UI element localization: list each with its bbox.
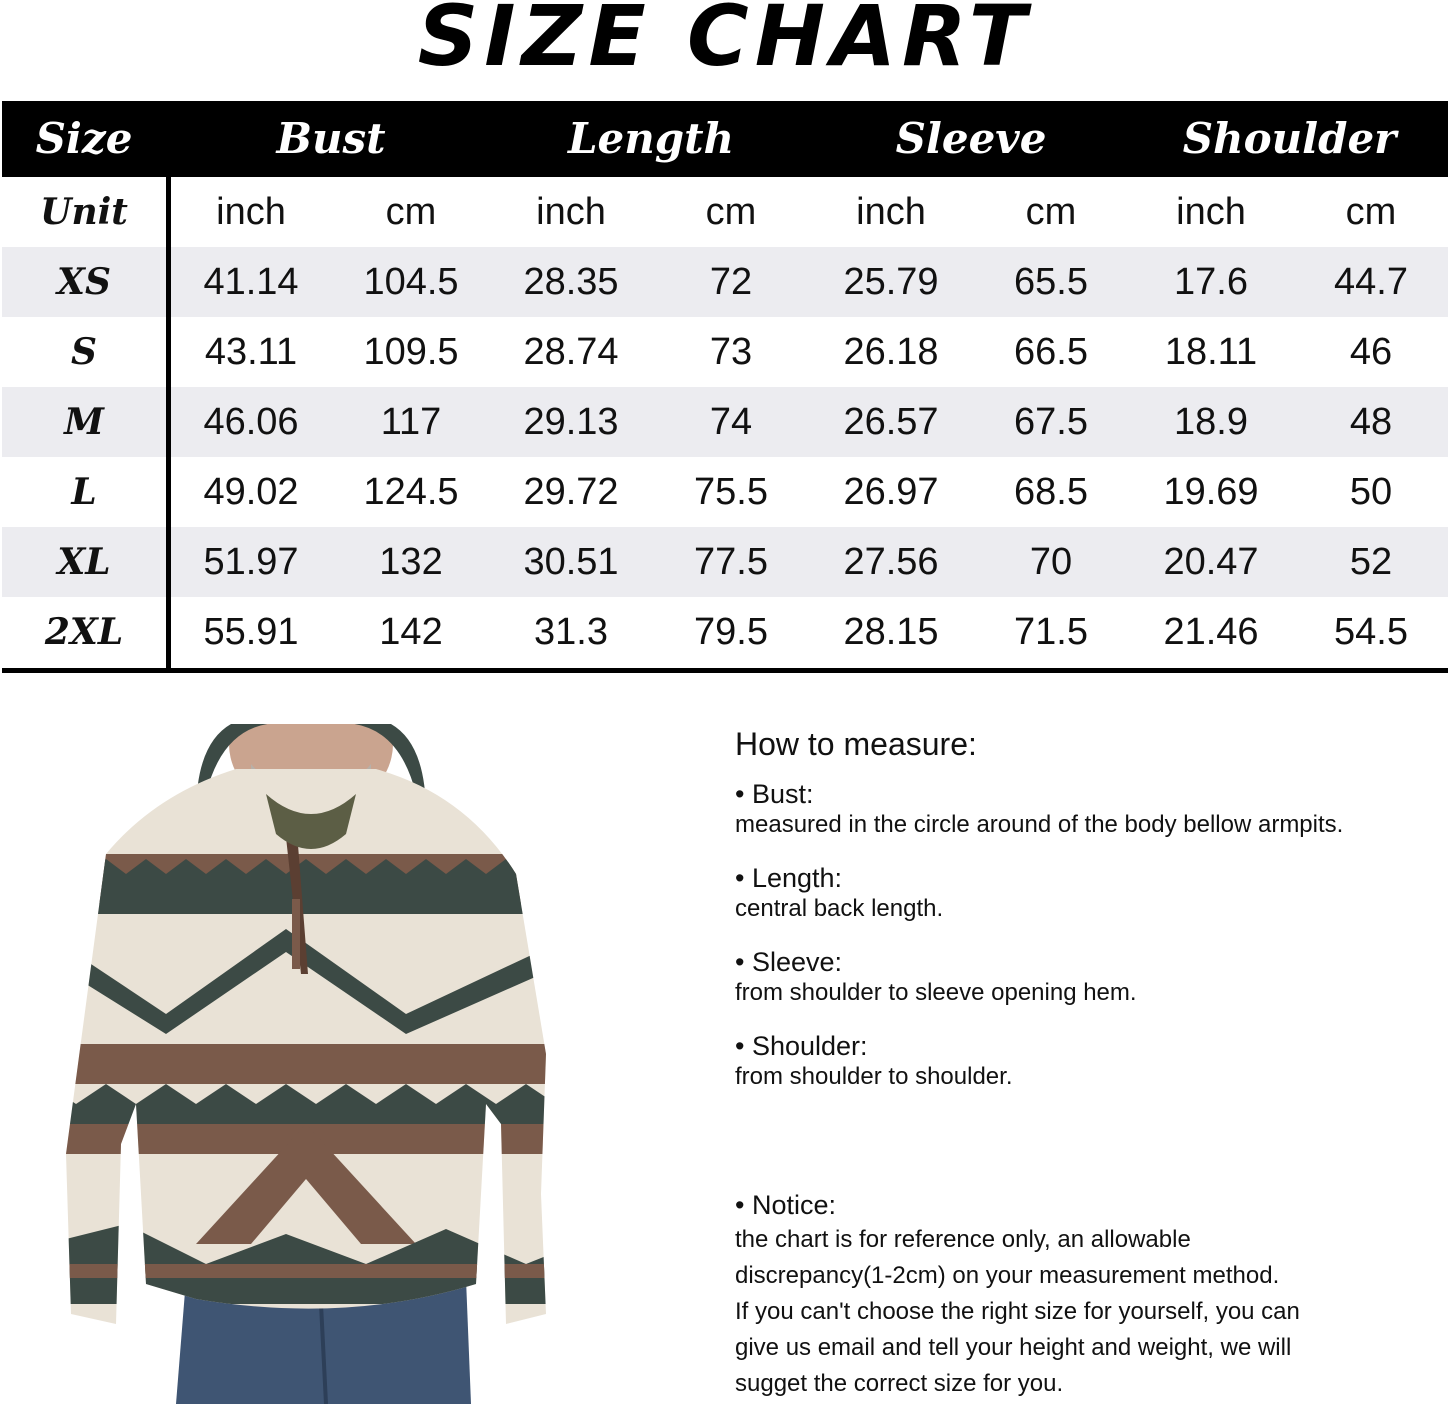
table-cell: 26.97 — [843, 471, 939, 513]
unit-cell: cm — [385, 191, 437, 233]
table-cell: 30.51 — [523, 541, 619, 583]
measure-title: • Shoulder: — [735, 1031, 868, 1061]
table-cell: 104.5 — [363, 261, 459, 303]
header-bust: Bust — [276, 114, 386, 163]
unit-cell: cm — [1025, 191, 1077, 233]
header-size: Size — [35, 114, 133, 163]
table-cell: 17.6 — [1174, 261, 1248, 303]
measure-item — [735, 862, 1435, 924]
unit-cell: inch — [1176, 191, 1246, 233]
table-cell: 132 — [379, 541, 443, 583]
table-cell: 75.5 — [694, 471, 768, 513]
table-cell: 19.69 — [1163, 471, 1259, 513]
measure-desc: from shoulder to sleeve opening hem. — [735, 979, 1137, 1006]
page-title: SIZE CHART — [417, 0, 1033, 85]
unit-cell: inch — [536, 191, 606, 233]
how-to-measure — [735, 724, 1435, 1114]
table-cell: 27.56 — [843, 541, 939, 583]
table-row — [2, 387, 1448, 457]
measure-item — [735, 1030, 1435, 1092]
table-cell: 66.5 — [1014, 331, 1088, 373]
table-cell: 26.57 — [843, 401, 939, 443]
table-row — [2, 527, 1448, 597]
table-row — [2, 317, 1448, 387]
measure-item — [735, 778, 1435, 840]
table-cell: 54.5 — [1334, 611, 1408, 653]
measure-desc: from shoulder to shoulder. — [735, 1063, 1013, 1090]
table-cell: 28.35 — [523, 261, 619, 303]
table-cell: 77.5 — [694, 541, 768, 583]
size-chart-table — [2, 101, 1448, 673]
table-cell: 72 — [709, 261, 753, 303]
header-length: Length — [567, 114, 735, 163]
table-cell: 46.06 — [203, 401, 299, 443]
table-cell: 124.5 — [363, 471, 459, 513]
table-cell: 43.11 — [204, 331, 298, 373]
size-label: 2XL — [44, 611, 124, 653]
size-label: M — [64, 401, 104, 443]
table-cell: 55.91 — [203, 611, 299, 653]
size-label: XL — [57, 541, 111, 583]
table-cell: 28.15 — [843, 611, 939, 653]
howto-heading: How to measure: — [735, 726, 977, 762]
table-cell: 18.11 — [1164, 331, 1258, 373]
unit-cell: cm — [705, 191, 757, 233]
notice-block — [735, 1188, 1435, 1402]
table-cell: 65.5 — [1014, 261, 1088, 303]
table-cell: 117 — [380, 401, 442, 443]
notice-title: • Notice: — [735, 1190, 836, 1220]
table-cell: 70 — [1029, 541, 1073, 583]
table-cell: 79.5 — [694, 611, 768, 653]
product-photo — [46, 724, 576, 1404]
table-row — [2, 597, 1448, 667]
table-cell: 21.46 — [1163, 611, 1259, 653]
table-cell: 73 — [709, 331, 753, 373]
table-cell: 46 — [1349, 331, 1393, 373]
notice-line: sugget the correct size for you. — [735, 1370, 1064, 1397]
header-shoulder: Shoulder — [1182, 114, 1397, 163]
table-cell: 52 — [1349, 541, 1393, 583]
unit-label: Unit — [40, 191, 128, 233]
table-row — [2, 247, 1448, 317]
measure-item — [735, 946, 1435, 1008]
header-sleeve: Sleeve — [895, 114, 1047, 163]
table-cell: 68.5 — [1014, 471, 1088, 513]
table-header — [2, 101, 1448, 177]
size-label: S — [71, 331, 97, 373]
notice-line: give us email and tell your height and weight, we will — [735, 1334, 1292, 1361]
table-cell: 25.79 — [843, 261, 939, 303]
size-label: L — [71, 471, 97, 513]
measure-title: • Bust: — [735, 779, 814, 809]
notice-line: the chart is for reference only, an allowable — [735, 1226, 1191, 1253]
table-row — [2, 457, 1448, 527]
table-cell: 29.13 — [523, 401, 619, 443]
table-cell: 142 — [379, 611, 443, 653]
table-cell: 67.5 — [1014, 401, 1088, 443]
measure-desc: measured in the circle around of the body bellow armpits. — [735, 811, 1344, 838]
measure-desc: central back length. — [735, 895, 944, 922]
table-cell: 71.5 — [1014, 611, 1088, 653]
unit-row — [2, 177, 1448, 247]
table-cell: 20.47 — [1163, 541, 1259, 583]
table-cell: 48 — [1349, 401, 1393, 443]
table-cell: 44.7 — [1334, 261, 1408, 303]
unit-cell: cm — [1345, 191, 1397, 233]
table-cell: 28.74 — [523, 331, 619, 373]
notice-line: discrepancy(1-2cm) on your measurement method. — [735, 1262, 1280, 1289]
size-label: XS — [57, 261, 111, 303]
notice-line: If you can't choose the right size for yourself, you can — [735, 1298, 1300, 1325]
bottom-rule — [2, 668, 1448, 673]
table-cell: 29.72 — [523, 471, 619, 513]
vertical-divider — [166, 177, 171, 669]
unit-cell: inch — [216, 191, 286, 233]
table-cell: 74 — [709, 401, 753, 443]
table-cell: 50 — [1349, 471, 1393, 513]
table-cell: 49.02 — [203, 471, 299, 513]
table-cell: 51.97 — [203, 541, 299, 583]
measure-title: • Sleeve: — [735, 947, 843, 977]
table-cell: 31.3 — [534, 611, 608, 653]
table-cell: 18.9 — [1174, 401, 1248, 443]
unit-cell: inch — [856, 191, 926, 233]
table-cell: 26.18 — [843, 331, 939, 373]
measure-title: • Length: — [735, 863, 843, 893]
table-cell: 109.5 — [363, 331, 459, 373]
table-cell: 41.14 — [203, 261, 299, 303]
